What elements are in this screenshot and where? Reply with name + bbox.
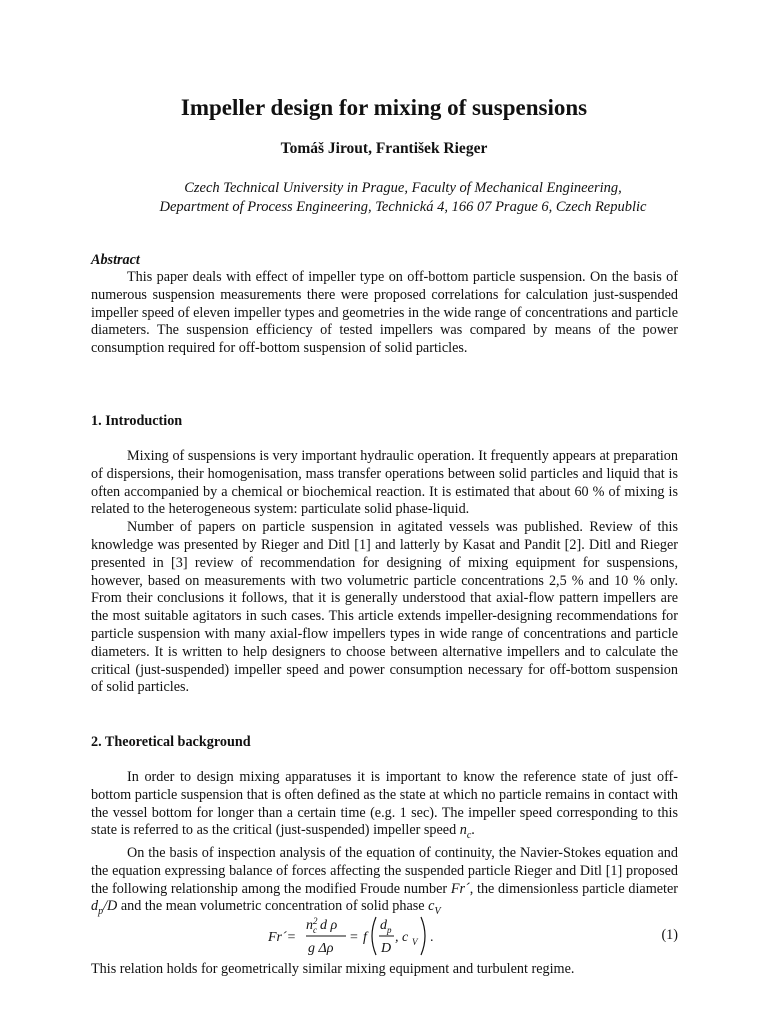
theory-body	[91, 769, 678, 921]
symbol-d-sub: p	[98, 906, 104, 918]
symbol-d: d	[91, 898, 99, 915]
eq-lhs: Fr´=	[268, 930, 297, 945]
eq-num-sub: c	[313, 925, 317, 935]
eq-period: .	[430, 930, 434, 945]
eq-left-paren-icon	[372, 917, 376, 955]
eq-c-sub: V	[412, 937, 418, 947]
introduction-paragraph-1: Mixing of suspensions is very important hydraulic operation. It frequently appears at preparation of dispersions, their homogenisation, mass transfer operations between solid particles and liquid that is often accompanied by a chemical or biochemical reaction. It is estimated that about 60 % of mixing is related to the heterogeneous system: particulate solid phase-liquid.	[91, 448, 678, 518]
equation-1	[268, 913, 678, 959]
theory-paragraph-1-end: .	[471, 822, 475, 839]
eq-den: g Δρ	[308, 941, 334, 956]
after-equation-body	[91, 961, 678, 979]
paper-title: Impeller design for mixing of suspensions	[180, 95, 588, 120]
theory-paragraph-2	[91, 845, 678, 921]
abstract-paragraph: This paper deals with effect of impeller type on off-bottom particle suspension. On the basis of numerous suspension measurements there were proposed correlations for calculation just-suspended impeller speed of eleven impeller types and geometries in the wide range of concentrations and particle diameters. The suspension efficiency of tested impellers was compared by means of the power consumption required for off-bottom suspension of solid particles.	[91, 269, 678, 357]
eq-equals: =	[350, 930, 358, 945]
introduction-paragraph-2: Number of papers on particle suspension in agitated vessels was published. Review of this knowledge was presented by Rieger and Ditl [1] and latterly by Kasat and Pandit [2]. Ditl and Rieger presented in [3] review of recommendation for designing of mixing equipment for suspensions, however, based on measurements with two volumetric particle concentrations 2,5 % and 10 % only. From their conclusions it follows, that it is generally understood that axial-flow pattern impellers are the most suitable agitators in such cases. This article extends impeller-designing recommendations for particle suspension with many axial-flow impellers types in wide range of concentrations and particle diameters. It is written to help designers to choose between alternative impellers and to calculate the critical (just-suspended) impeller speed and power consumption necessary for off-bottom suspension of solid particles.	[91, 519, 678, 696]
equation-1-formula	[268, 913, 448, 959]
symbol-n-sub: c	[466, 830, 472, 842]
introduction-body	[91, 448, 678, 697]
symbol-c-sub: V	[434, 906, 441, 918]
theory-paragraph-2-text: On the basis of inspection analysis of the equation of continuity, the Navier-Stokes equation and the equation expressing balance of forces affecting the suspended particle Rieger and Ditl [1] proposed the following relationship among the modified Froude number	[91, 845, 678, 897]
abstract-heading: Abstract	[91, 252, 140, 268]
symbol-fr: Fr´	[450, 880, 470, 897]
section-heading-introduction: 1. Introduction	[91, 413, 183, 429]
symbol-over-d: /D	[103, 898, 118, 915]
symbol-n: n	[459, 822, 467, 839]
paper-affiliation: Czech Technical University in Prague, Faculty of Mechanical Engineering, Department of Process Engineering, Technická 4, 166 07 Prague 6, Czech Republic	[159, 180, 647, 215]
after-equation-text: This relation holds for geometrically similar mixing equipment and turbulent regime.	[91, 961, 575, 977]
eq-frac2-num-sub: p	[387, 925, 392, 935]
theory-paragraph-2-mid: , the dimensionless particle diameter	[469, 880, 679, 897]
theory-paragraph-1-text: In order to design mixing apparatuses it is important to know the reference state of just off-bottom particle suspension that is often defined as the state at which no particle remains in contact with the vessel bottom for longer than a certain time (e.g. 1 sec). The impeller speed corresponding to this state is referred to as the critical (just-suspended) impeller speed	[91, 769, 678, 839]
eq-right-paren-icon	[421, 917, 425, 955]
symbol-c: c	[428, 898, 435, 915]
eq-frac2-num: d	[380, 918, 387, 933]
equation-number: (1)	[661, 927, 678, 943]
section-heading-theory: 2. Theoretical background	[91, 734, 251, 750]
eq-comma-c: , c	[395, 930, 409, 945]
eq-num-sup: 2	[313, 916, 318, 926]
eq-num-rest: d ρ	[320, 918, 338, 933]
theory-paragraph-2-mid2: and the mean volumetric concentration of solid phase	[117, 898, 429, 915]
theory-paragraph-1	[91, 769, 678, 845]
eq-num-n: n	[306, 918, 313, 933]
eq-frac2-den: D	[381, 941, 392, 956]
abstract-body	[91, 269, 678, 358]
paper-authors: Tomáš Jirout, František Rieger	[280, 140, 488, 157]
eq-f: f	[363, 930, 367, 945]
